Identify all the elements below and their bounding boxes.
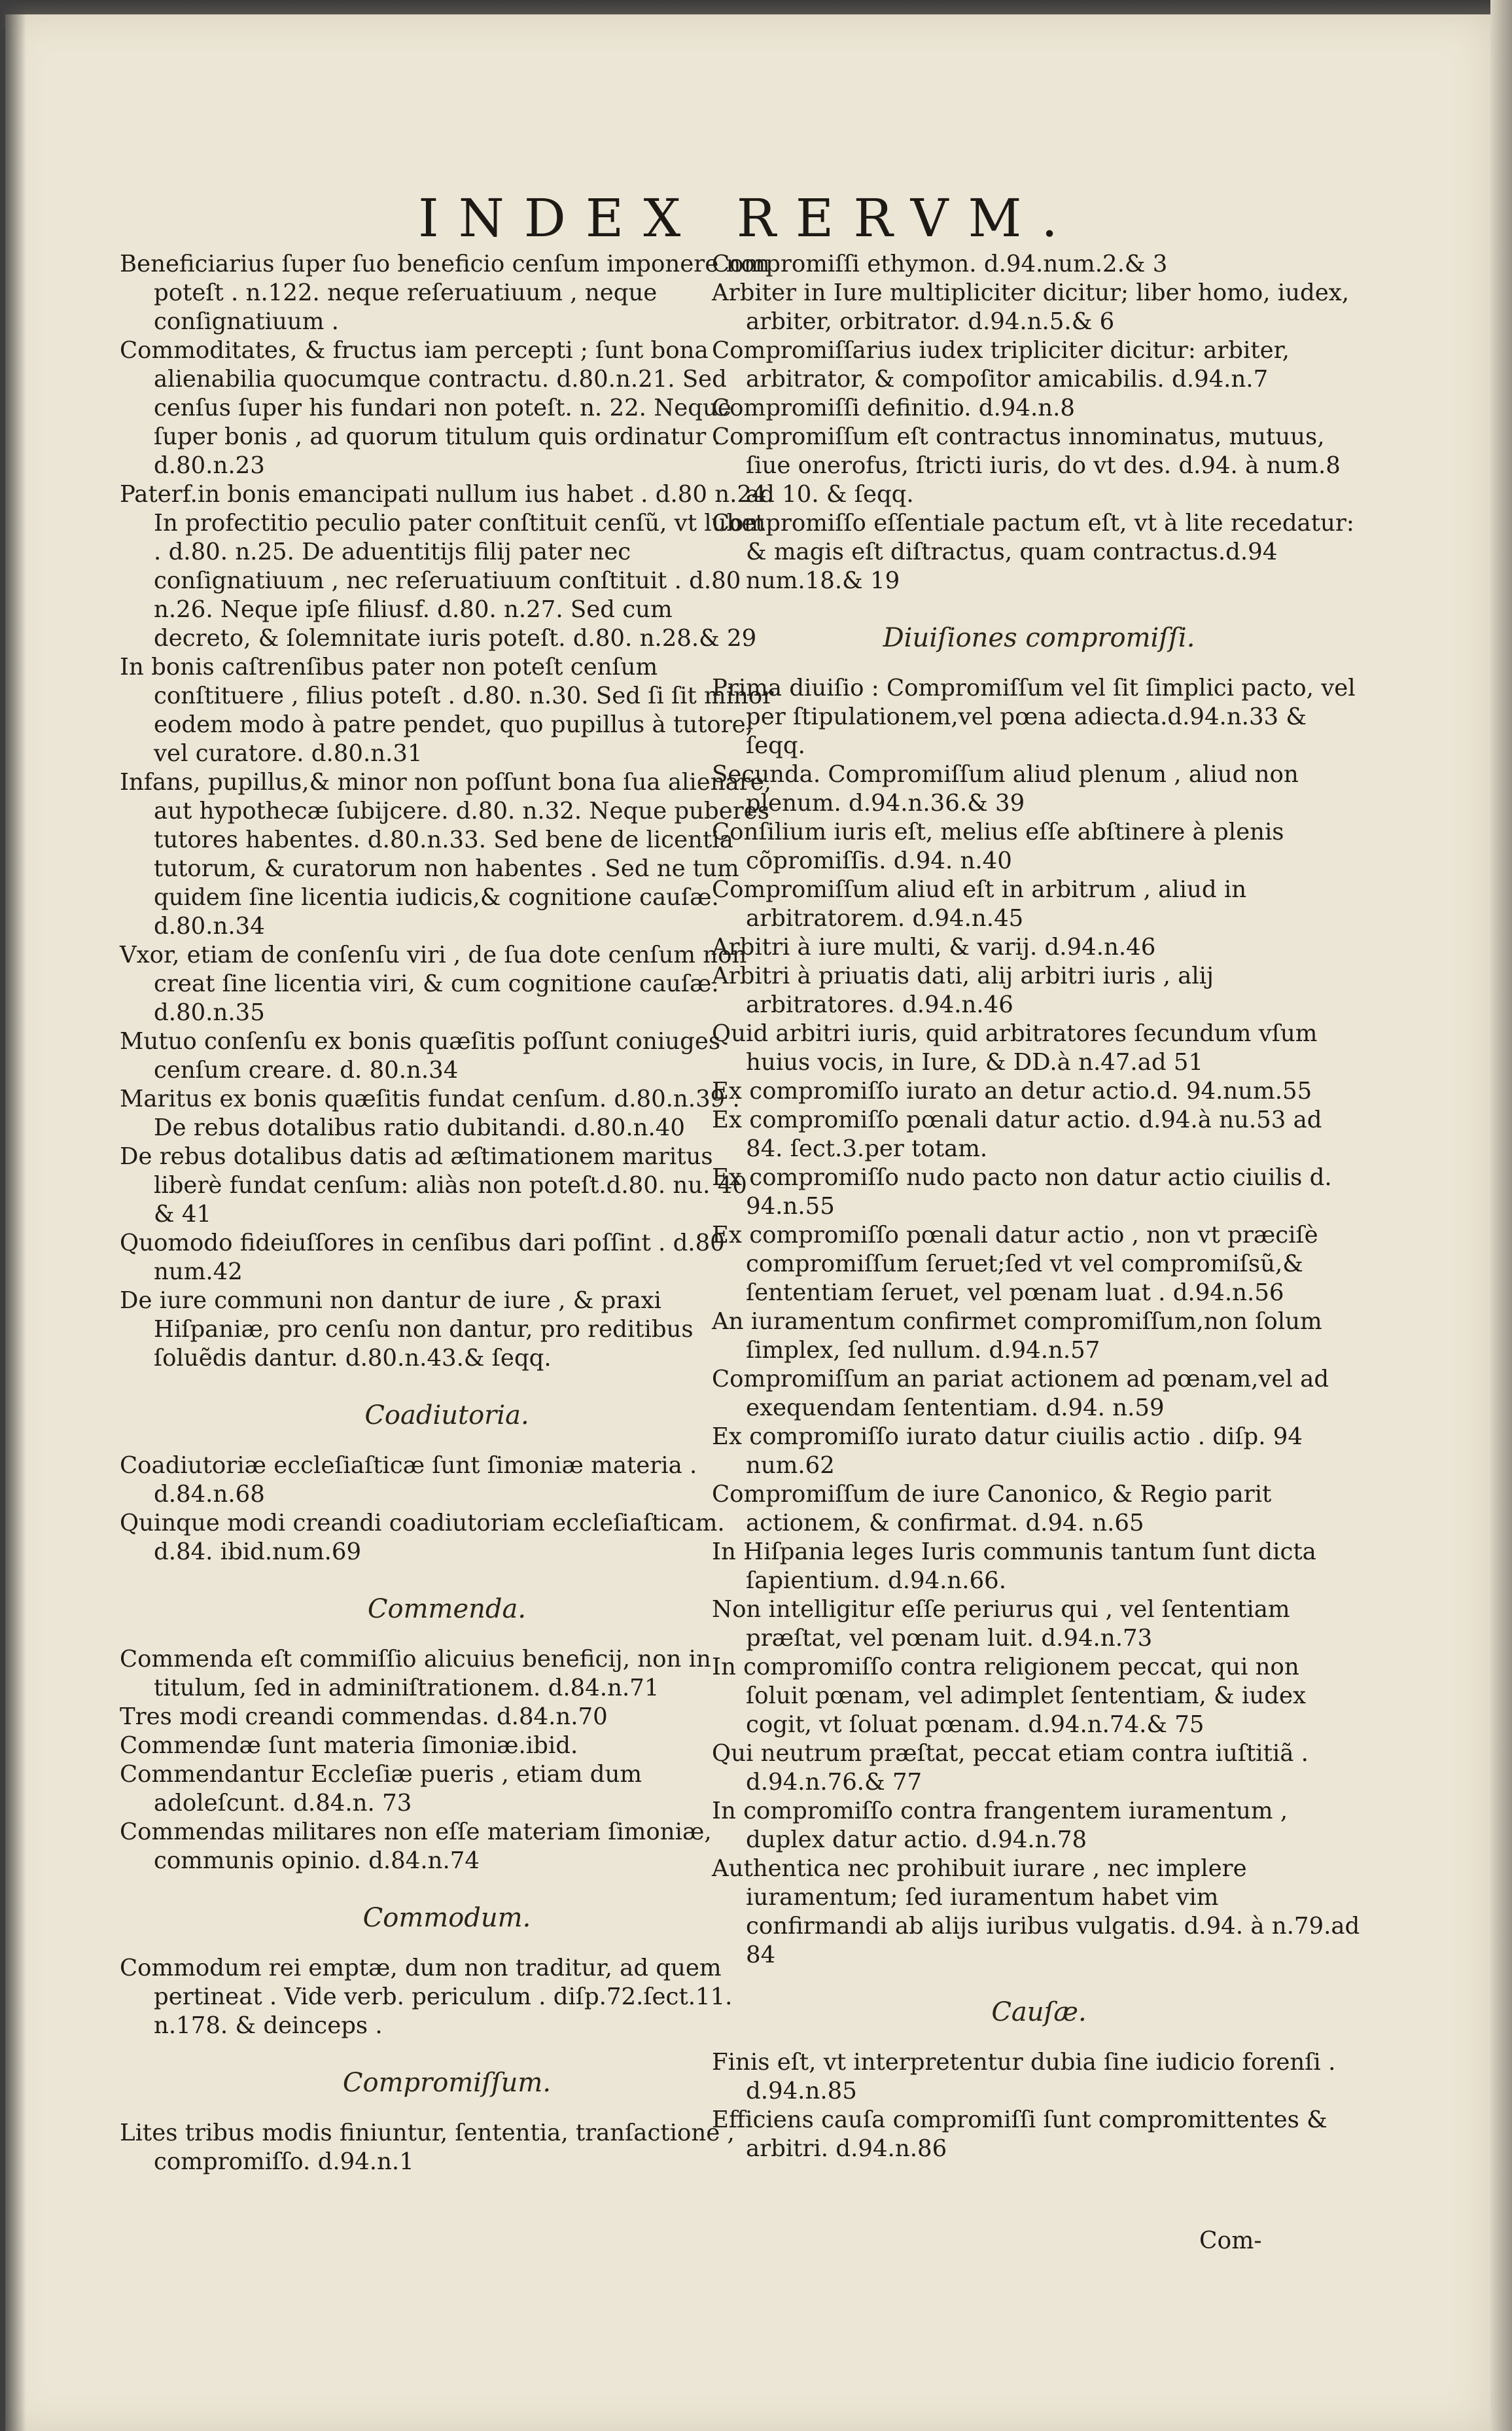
index-entry: In compromiſſo contra frangentem iuramentum , duplex datur actio. d.94.n.78 [712, 1798, 1288, 1853]
index-entry: Conſilium iuris eſt, melius eſſe abſtinere à plenis cõpromiſſis. d.94. n.40 [712, 819, 1284, 874]
index-entry: Commendæ ſunt materia ſimoniæ.ibid. [120, 1732, 578, 1759]
section-heading: Commenda. [367, 1594, 527, 1624]
scan-right-edge [1490, 0, 1512, 2431]
section-heading: Coadiutoria. [364, 1400, 529, 1430]
index-column-left [120, 250, 774, 2176]
index-entry: Arbitri à priuatis dati, alij arbitri iuris , alij arbitratores. d.94.n.46 [712, 963, 1214, 1018]
index-entry: Coadiutoriæ eccleſiaſticæ ſunt ſimoniæ materia . d.84.n.68 [120, 1452, 697, 1508]
index-entry: Quinque modi creandi coadiutoriam eccleſiaſticam. d.84. ibid.num.69 [120, 1510, 725, 1565]
index-entry: Infans, pupillus,& minor non poſſunt bona ſua alienare, aut hypothecæ ſubijcere. d.80. n.32. Neque puberes tutores habentes. d.80.n.33. Sed bene de licentia tutorum, & curatorum non habentes . Sed ne tum quidem ſine licentia iudicis,& cognitione cauſæ. d.80.n.34 [120, 769, 772, 940]
index-entry: Quomodo fideiuſſores in cenſibus dari poſſint . d.80 num.42 [120, 1230, 725, 1285]
section-heading: Compromiſſum. [342, 2068, 552, 2098]
index-entry: De rebus dotalibus datis ad æſtimationem maritus liberè fundat cenſum: aliàs non poteſt.d.80. nu. 40 & 41 [120, 1143, 747, 1228]
index-entry: Paterf.in bonis emancipati nullum ius habet . d.80 n.24. In profectitio peculio pater conſtituit cenſũ, vt lubet . d.80. n.25. De aduentitijs filij pater nec conſignatiuum , nec reſeruatiuum conſtituit . d.80 n.26. Neque ipſe filiusf. d.80. n.27. Sed cum decreto, & ſolemnitate iuris poteſt. d.80. n.28.& 29 [120, 481, 774, 652]
index-column-right [712, 250, 1366, 2163]
index-entry: Compromiſſum an pariat actionem ad pœnam,vel ad exequendam ſententiam. d.94. n.59 [712, 1366, 1329, 1421]
index-entry: Commendantur Eccleſiæ pueris , etiam dum adoleſcunt. d.84.n. 73 [120, 1761, 642, 1817]
index-entry: Prima diuiſio : Compromiſſum vel ſit ſimplici pacto, vel per ſtipulationem,vel pœna adiecta.d.94.n.33 & ſeqq. [712, 675, 1356, 759]
index-entry: Qui neutrum præſtat, peccat etiam contra iuſtitiã . d.94.n.76.& 77 [712, 1740, 1309, 1796]
section-heading: Cauſæ. [991, 1997, 1087, 2027]
index-entry: Lites tribus modis finiuntur, ſententia, tranſactione , compromiſſo. d.94.n.1 [120, 2120, 735, 2175]
index-entry: Beneficiarius ſuper ſuo beneficio cenſum imponere non poteſt . n.122. neque reſeruatiuum , neque conſignatiuum . [120, 251, 770, 335]
page-title: INDEX RERVM. [418, 188, 1078, 249]
index-entry: Compromiſſum aliud eſt in arbitrum , aliud in arbitratorem. d.94.n.45 [712, 876, 1247, 932]
index-entry: Compromiſſi ethymon. d.94.num.2.& 3 [712, 251, 1168, 277]
index-entry: Efficiens cauſa compromiſſi ſunt compromittentes & arbitri. d.94.n.86 [712, 2106, 1327, 2162]
index-entry: Commendas militares non eſſe materiam ſimoniæ, communis opinio. d.84.n.74 [120, 1819, 712, 1874]
index-entry: Mutuo conſenſu ex bonis quæſitis poſſunt coniuges cenſum creare. d. 80.n.34 [120, 1028, 721, 1084]
index-entry: Maritus ex bonis quæſitis fundat cenſum. d.80.n.39 . De rebus dotalibus ratio dubitandi. d.80.n.40 [120, 1086, 740, 1141]
index-entry: Compromiſſarius iudex tripliciter dicitur: arbiter, arbitrator, & compoſitor amicabilis. d.94.n.7 [712, 337, 1290, 393]
scan-left-shadow [0, 0, 26, 2431]
index-entry: Arbiter in Iure multipliciter dicitur; liber homo, iudex, arbiter, orbitrator. d.94.n.5.& 6 [712, 279, 1350, 335]
section-heading: Commodum. [362, 1903, 531, 1933]
index-entry: Commenda eſt commiſſio alicuius beneficij, non in titulum, ſed in adminiſtrationem. d.84.n.71 [120, 1646, 711, 1701]
index-entry: Ex compromiſſo iurato datur ciuilis actio . diſp. 94 num.62 [712, 1423, 1303, 1479]
index-entry: Compromiſſum eſt contractus innominatus, mutuus, ſiue onerofus, ſtricti iuris, do vt des. d.94. à num.8 ad 10. & ſeqq. [712, 423, 1341, 508]
index-entry: Authentica nec prohibuit iurare , nec implere iuramentum; ſed iuramentum habet vim confirmandi ab alijs iuribus vulgatis. d.94. à n.79.ad 84 [712, 1855, 1360, 1968]
catchword: Com- [1199, 2227, 1262, 2254]
index-entry: Tres modi creandi commendas. d.84.n.70 [120, 1703, 608, 1730]
index-entry: In Hiſpania leges Iuris communis tantum ſunt dicta ſapientium. d.94.n.66. [712, 1538, 1316, 1594]
index-entry: Non intelligitur eſſe periurus qui , vel ſententiam præſtat, vel pœnam luit. d.94.n.73 [712, 1596, 1290, 1652]
index-entry: Compromiſſo eſſentiale pactum eſt, vt à lite recedatur: & magis eſt diſtractus, quam contractus.d.94 num.18.& 19 [712, 510, 1354, 594]
index-entry: Ex compromiſſo pœnali datur actio. d.94.à nu.53 ad 84. ſect.3.per totam. [712, 1107, 1322, 1162]
index-entry: Commodum rei emptæ, dum non traditur, ad quem pertineat . Vide verb. periculum . diſp.72.ſect.11. n.178. & deinceps . [120, 1955, 733, 2039]
index-entry: An iuramentum confirmet compromiſſum,non ſolum ſimplex, ſed nullum. d.94.n.57 [712, 1308, 1322, 1364]
index-entry: Ex compromiſſo pœnali datur actio , non vt præciſè compromiſſum ſeruet;ſed vt vel compromiſsũ,& ſententiam ſeruet, vel pœnam luat . d.94.n.56 [712, 1222, 1318, 1306]
index-entry: Compromiſſum de iure Canonico, & Regio parit actionem, & confirmat. d.94. n.65 [712, 1481, 1272, 1536]
index-entry: Ex compromiſſo nudo pacto non datur actio ciuilis d. 94.n.55 [712, 1164, 1332, 1220]
index-entry: Ex compromiſſo iurato an detur actio.d. 94.num.55 [712, 1078, 1312, 1105]
index-entry: In bonis caſtrenſibus pater non poteſt cenſum conſtituere , filius poteſt . d.80. n.30. Sed ſi ſit minor eodem modo à patre pendet, quo pupillus à tutore, vel curatore. d.80.n.31 [120, 654, 774, 767]
index-entry: Secunda. Compromiſſum aliud plenum , aliud non plenum. d.94.n.36.& 39 [712, 761, 1299, 817]
index-entry: In compromiſſo contra religionem peccat, qui non ſoluit pœnam, vel adimplet ſententiam, & iudex cogit, vt ſoluat pœnam. d.94.n.74.& 75 [712, 1654, 1306, 1738]
section-heading: Diuiſiones compromiſſi. [883, 623, 1195, 653]
index-entry: Quid arbitri iuris, quid arbitratores ſecundum vſum huius vocis, in Iure, & DD.à n.47.ad 51 [712, 1020, 1318, 1076]
index-entry: De iure communi non dantur de iure , & praxi Hiſpaniæ, pro cenſu non dantur, pro reditibus ſoluẽdis dantur. d.80.n.43.& ſeqq. [120, 1287, 694, 1372]
index-entry: Compromiſſi definitio. d.94.n.8 [712, 395, 1075, 421]
index-entry: Arbitri à iure multi, & varij. d.94.n.46 [712, 934, 1156, 961]
index-entry: Finis eſt, vt interpretentur dubia ſine iudicio forenſi . d.94.n.85 [712, 2049, 1336, 2104]
index-entry: Vxor, etiam de conſenſu viri , de ſua dote cenſum non creat ſine licentia viri, & cum cognitione cauſæ. d.80.n.35 [120, 942, 747, 1026]
book-page [5, 14, 1490, 2431]
index-entry: Commoditates, & fructus iam percepti ; ſunt bona alienabilia quocumque contractu. d.80.n.21. Sed cenſus ſuper his fundari non poteſt. n. 22. Neque ſuper bonis , ad quorum titulum quis ordinatur . d.80.n.23 [120, 337, 731, 479]
